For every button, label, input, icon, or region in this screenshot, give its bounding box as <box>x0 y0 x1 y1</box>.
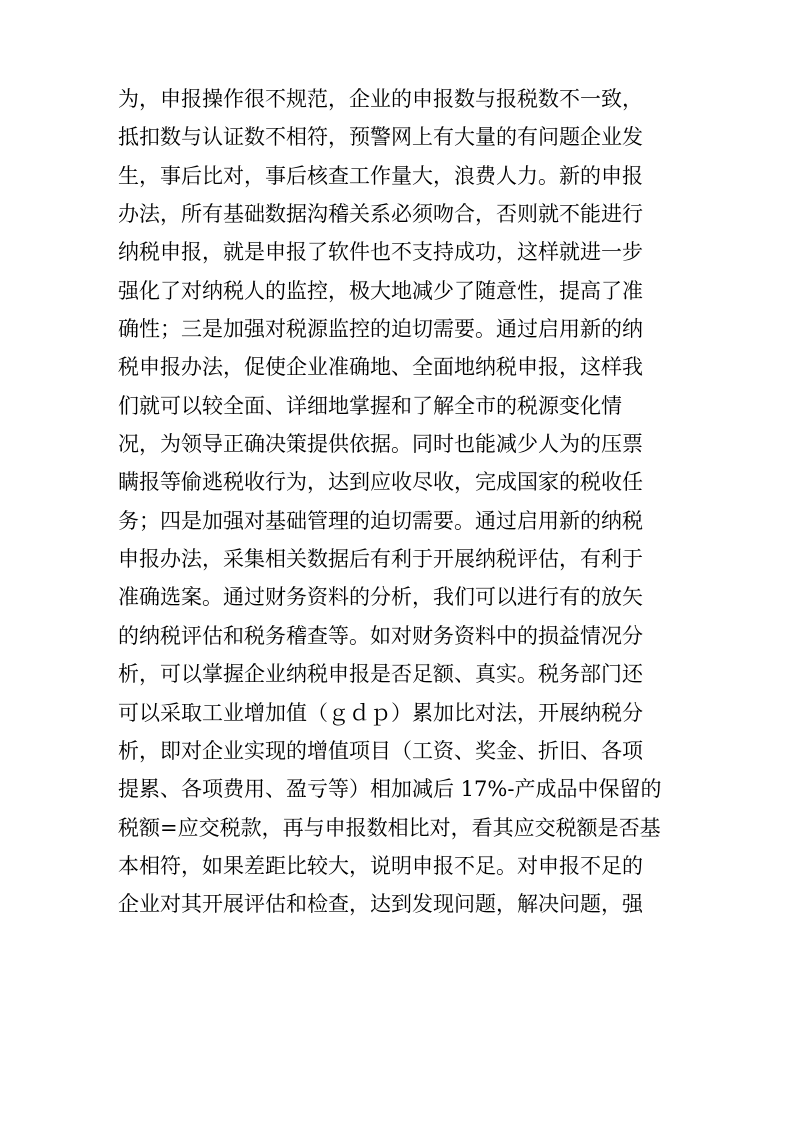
text-line: 析，即对企业实现的增值项目（工资、奖金、折旧、各项 <box>118 738 643 763</box>
text-line: 瞒报等偷逃税收行为，达到应收尽收，完成国家的税收任 <box>118 470 643 495</box>
text-line: 办法，所有基础数据沟稽关系必须吻合，否则就不能进行 <box>118 202 643 227</box>
text-line: 企业对其开展评估和检查，达到发现问题，解决问题，强 <box>118 892 643 917</box>
text-line: 税额=应交税款，再与申报数相比对，看其应交税额是否基 <box>118 815 661 840</box>
text-line: 申报办法，采集相关数据后有利于开展纳税评估，有利于 <box>118 547 643 572</box>
text-line: 确性；三是加强对税源监控的迫切需要。通过启用新的纳 <box>118 317 643 342</box>
text-line: 本相符，如果差距比较大，说明申报不足。对申报不足的 <box>118 853 643 878</box>
text-line: 况，为领导正确决策提供依据。同时也能减少人为的压票 <box>118 432 643 457</box>
text-line: 提累、各项费用、盈亏等）相加减后 17%-产成品中保留的 <box>118 777 662 802</box>
text-line: 的纳税评估和税务稽查等。如对财务资料中的损益情况分 <box>118 623 643 648</box>
text-line: 可以采取工业增加值（ｇｄｐ）累加比对法，开展纳税分 <box>118 700 643 725</box>
text-line: 准确选案。通过财务资料的分析，我们可以进行有的放矢 <box>118 585 643 610</box>
text-line: 生，事后比对，事后核查工作量大，浪费人力。新的申报 <box>118 163 643 188</box>
text-line: 们就可以较全面、详细地掌握和了解全市的税源变化情 <box>118 393 622 418</box>
text-line: 强化了对纳税人的监控，极大地减少了随意性，提高了准 <box>118 278 643 303</box>
body-paragraph <box>118 80 678 924</box>
text-line: 纳税申报，就是申报了软件也不支持成功，这样就进一步 <box>118 240 643 265</box>
text-line: 税申报办法，促使企业准确地、全面地纳税申报，这样我 <box>118 355 643 380</box>
text-line: 务；四是加强对基础管理的迫切需要。通过启用新的纳税 <box>118 508 643 533</box>
text-line: 为，申报操作很不规范，企业的申报数与报税数不一致， <box>118 87 643 111</box>
text-line: 析，可以掌握企业纳税申报是否足额、真实。税务部门还 <box>118 662 643 687</box>
text-line: 抵扣数与认证数不相符，预警网上有大量的有问题企业发 <box>118 125 643 150</box>
